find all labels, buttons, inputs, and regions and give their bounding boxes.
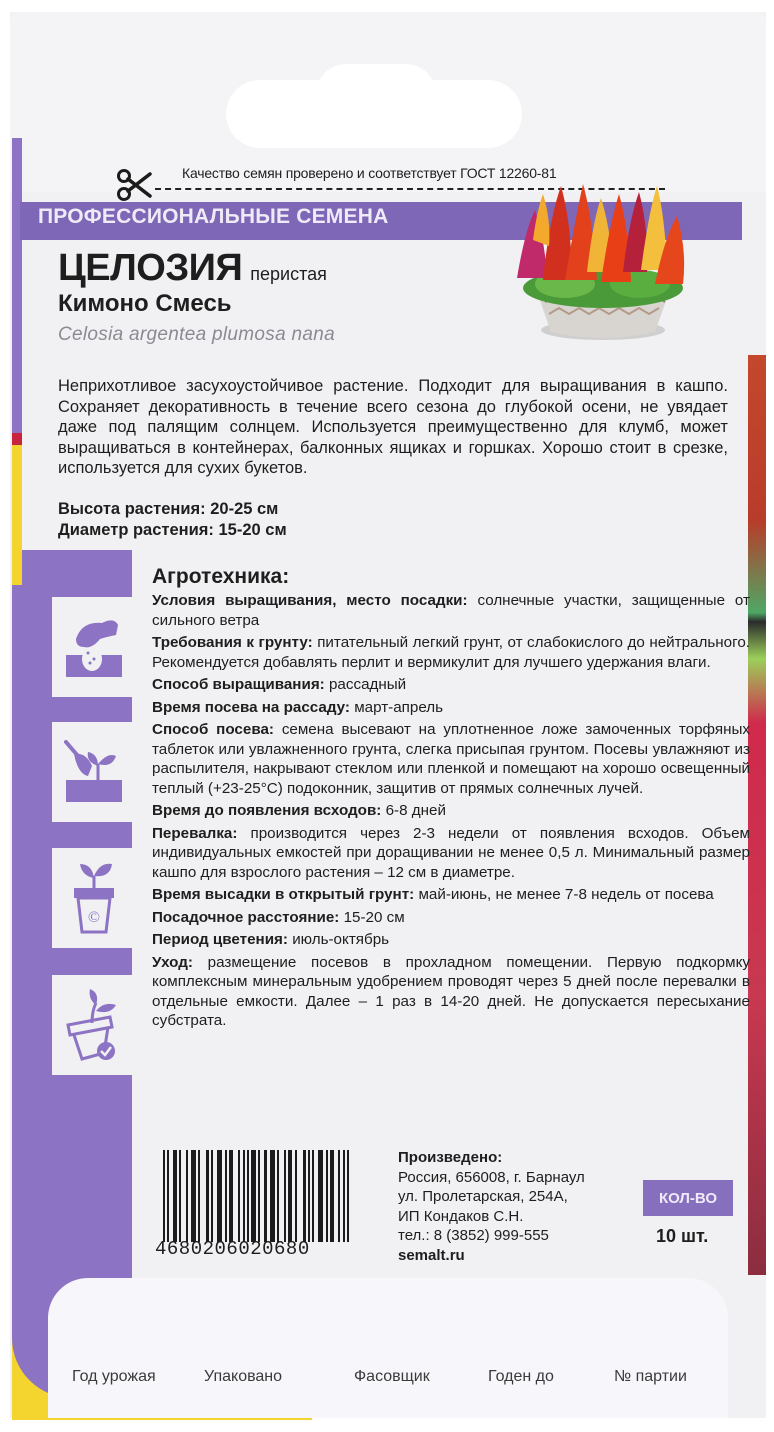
quality-notice: Качество семян проверено и соответствует ГОСТ 12260-81 [182,165,557,181]
agro-item-sowing-method [152,720,750,798]
hand-sowing-seeds-icon [62,609,126,685]
agro-item-text: солнечные участки, защищенные от сильного ветра [152,592,750,629]
stamp-field-harvest-year: Год урожая [72,1368,156,1385]
stamp-field-packer: Фасовщик [354,1368,430,1385]
spec-height-label: Высота растения: [58,500,206,518]
quantity-badge: КОЛ-ВО [643,1180,733,1216]
agro-item-label: Перевалка: [152,824,238,842]
stamp-fields [72,1368,712,1386]
product-title-block [58,248,335,346]
agro-item-text: питательный легкий грунт, от слабокислого до нейтрального. Рекомендуется добавлять перлит и вермикулит для лучшего удержания влаги. [152,634,750,671]
producer-phone-line: тел.: 8 (3852) 999-555 [398,1227,549,1244]
stamp-field-best-before: Годен до [488,1368,554,1385]
agro-item-label: Время посева на рассаду: [152,698,350,716]
celosia-pot-photo [505,180,705,350]
agro-item-label: Способ посева: [152,721,274,738]
transplant-pot-check-icon [62,987,126,1063]
agro-item-label: Посадочное расстояние: [152,908,340,926]
product-variety: Кимоно Смесь [58,290,232,317]
spec-diameter [58,521,287,540]
agro-item-text: производится через 2-3 недели от появления всходов. Объем индивидуальных емкостей при доращивании не менее 0,5 л. Минимальный размер кашпо для взрослого растения – 12 см в диаметре. [152,824,750,881]
agro-item-transplanting [152,824,750,883]
product-name: ЦЕЛОЗИЯ [58,247,243,289]
producer-company-line: ИП Кондаков С.Н. [398,1207,524,1225]
agro-item-text: июль-октябрь [292,931,390,948]
barcode [155,1150,375,1260]
product-type: перистая [250,264,327,284]
barcode-bars [163,1150,375,1242]
barcode-number: 4680206020680 [155,1238,310,1260]
producer-website: semalt.ru [398,1246,465,1264]
potted-seedling-icon [62,860,126,936]
stamp-field-batch-number: № партии [614,1368,687,1385]
spec-height-value: 20-25 см [210,500,279,518]
agro-item-sowing-time [152,698,750,718]
agro-item-label: Требования к грунту: [152,634,313,651]
agro-item-spacing [152,908,750,928]
agro-item-text: 15-20 см [343,908,405,926]
agro-item-label: Способ выращивания: [152,676,325,693]
agro-item-label: Условия выращивания, место посадки: [152,592,468,609]
product-description: Неприхотливое засухоустойчивое растение. Подходит для выращивания в кашпо. Сохраняет декоративность в течение всего сезона до глубокой осени, не увядает даже под палящим солнцем. Используется преимущественно для клумб, может выращиваться в контейнерах, балконных ящиках и горшках. Хорошо стоит в срезке, используется для сухих букетов. [58,377,728,477]
agro-item-method [152,675,750,695]
agro-item-text: 6-8 дней [385,802,446,819]
producer-info [398,1148,585,1265]
right-edge-photo-strip [748,355,766,1275]
spec-diameter-label: Диаметр растения: [58,521,214,539]
product-name-line [58,248,335,294]
trowel-seedling-icon [62,734,126,810]
stamp-field-packed: Упаковано [204,1368,283,1385]
latin-name: Celosia argentea plumosa nana [58,324,335,345]
agro-item-label: Период цветения: [152,931,288,948]
agro-item-label: Время высадки в открытый грунт: [152,886,415,903]
stamp-panel [48,1278,728,1418]
agrotechnics-heading: Агротехника: [152,565,290,588]
left-edge-yellow-accent [12,445,22,585]
agro-item-flowering [152,930,750,950]
brand-band-label: ПРОФЕССИОНАЛЬНЫЕ СЕМЕНА [38,205,389,228]
agro-item-text: март-апрель [354,698,444,716]
agro-item-soil [152,633,750,672]
scissors-icon [116,168,154,202]
agro-item-outdoor-planting [152,885,750,905]
agro-item-care [152,953,750,1031]
icon-box-transplant [52,975,132,1075]
agro-item-label: Уход: [152,953,193,971]
icon-box-seedling-pot [52,848,132,948]
hang-hole [226,80,522,148]
producer-header: Произведено: [398,1149,503,1166]
spec-diameter-value: 15-20 см [218,521,287,539]
agro-item-text: семена высевают на уплотненное ложе замоченных торфяных таблеток или увлажненного грунта, слегка присыпая грунтом. Посевы увлажняют из распылителя, накрывают стеклом или пленкой и помещают на хорошо освещенный теплый (+23-25°С) подоконник, защитив от прямых солнечных лучей. [152,721,750,797]
agrotechnics-section [152,565,750,1034]
agro-item-label: Время до появления всходов: [152,802,382,819]
agro-item-text: рассадный [328,676,407,693]
agro-item-germination [152,801,750,821]
producer-address-line: Россия, 656008, г. Барнаул [398,1168,585,1186]
svg-text:©: © [87,909,101,926]
agro-item-text: май-июнь, не менее 7-8 недель от посева [418,886,714,903]
icon-box-planting [52,722,132,822]
agro-item-text: размещение посевов в прохладном помещении. Первую подкормку комплексным минеральным удобрением проводят через 5 дней после перевалки в отдельные емкости. Далее – 1 раз в 14-20 дней. Не допускается пересыхание субстрата. [152,953,750,1029]
quantity-value: 10 шт. [656,1226,709,1246]
left-edge-stripe [12,138,22,1278]
agro-item-growing-conditions [152,591,750,630]
spec-height [58,500,278,519]
icon-box-sowing [52,597,132,697]
producer-street-line: ул. Пролетарская, 254А, [398,1188,568,1205]
